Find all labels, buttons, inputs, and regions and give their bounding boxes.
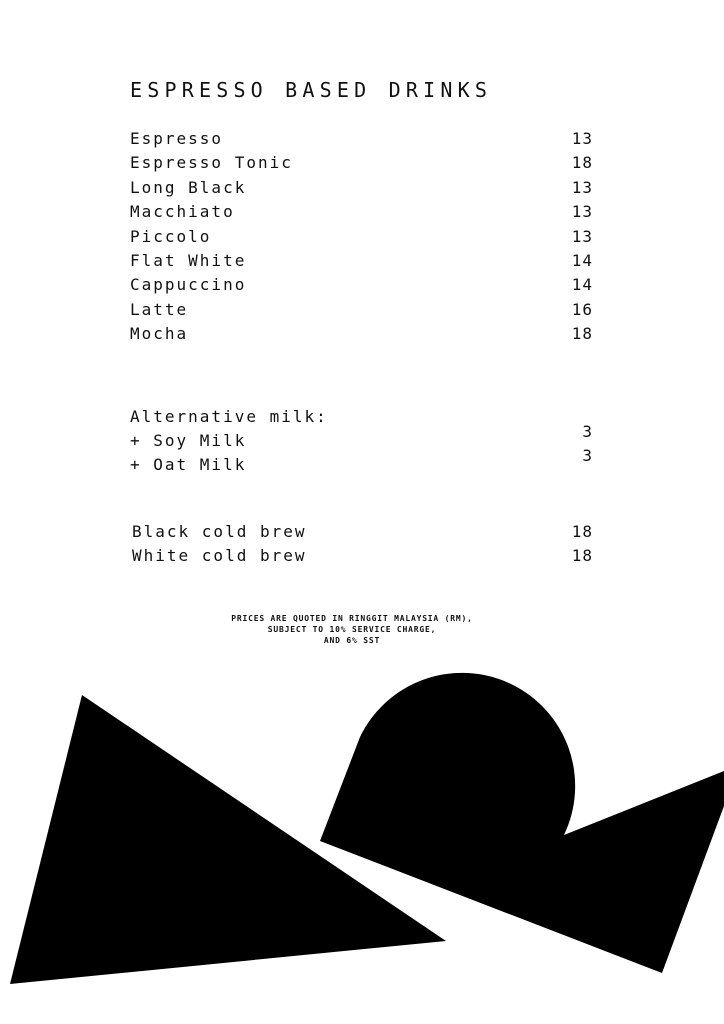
- item-name: Espresso: [130, 129, 224, 148]
- milk-option-price: 3: [582, 446, 592, 465]
- milk-option-name: + Oat Milk: [130, 455, 247, 474]
- item-price: 18: [571, 324, 593, 344]
- item-name: Long Black: [130, 177, 247, 197]
- item-name: Mocha: [130, 324, 189, 344]
- item-price: 14: [571, 250, 593, 270]
- item-price: 13: [571, 177, 593, 197]
- item-name: Piccolo: [130, 226, 212, 246]
- item-price: 13: [571, 226, 593, 246]
- menu-title: ESPRESSO BASED DRINKS: [130, 78, 493, 102]
- item-name: Flat White: [130, 250, 247, 270]
- item-price: 13: [571, 129, 593, 148]
- item-name: Latte: [130, 299, 189, 319]
- item-name: Cappuccino: [130, 275, 247, 295]
- item-name: White cold brew: [132, 546, 307, 566]
- milk-option-name: + Soy Milk: [130, 431, 247, 450]
- price-note-line: AND 6% SST: [323, 636, 381, 645]
- item-price: 18: [571, 153, 593, 173]
- price-note-line: SUBJECT TO 10% SERVICE CHARGE,: [267, 625, 437, 634]
- item-name: Macchiato: [130, 202, 235, 222]
- item-price: 18: [571, 522, 593, 541]
- alternative-milk-label: Alternative milk:: [130, 407, 328, 426]
- item-name: Espresso Tonic: [130, 153, 293, 173]
- item-price: 13: [571, 202, 593, 222]
- item-price: 14: [571, 275, 593, 295]
- item-price: 18: [571, 546, 593, 566]
- price-note-line: PRICES ARE QUOTED IN RINGGIT MALAYSIA (RM),: [231, 614, 473, 623]
- item-name: Black cold brew: [132, 522, 307, 541]
- milk-option-price: 3: [582, 422, 592, 441]
- item-price: 16: [571, 299, 593, 319]
